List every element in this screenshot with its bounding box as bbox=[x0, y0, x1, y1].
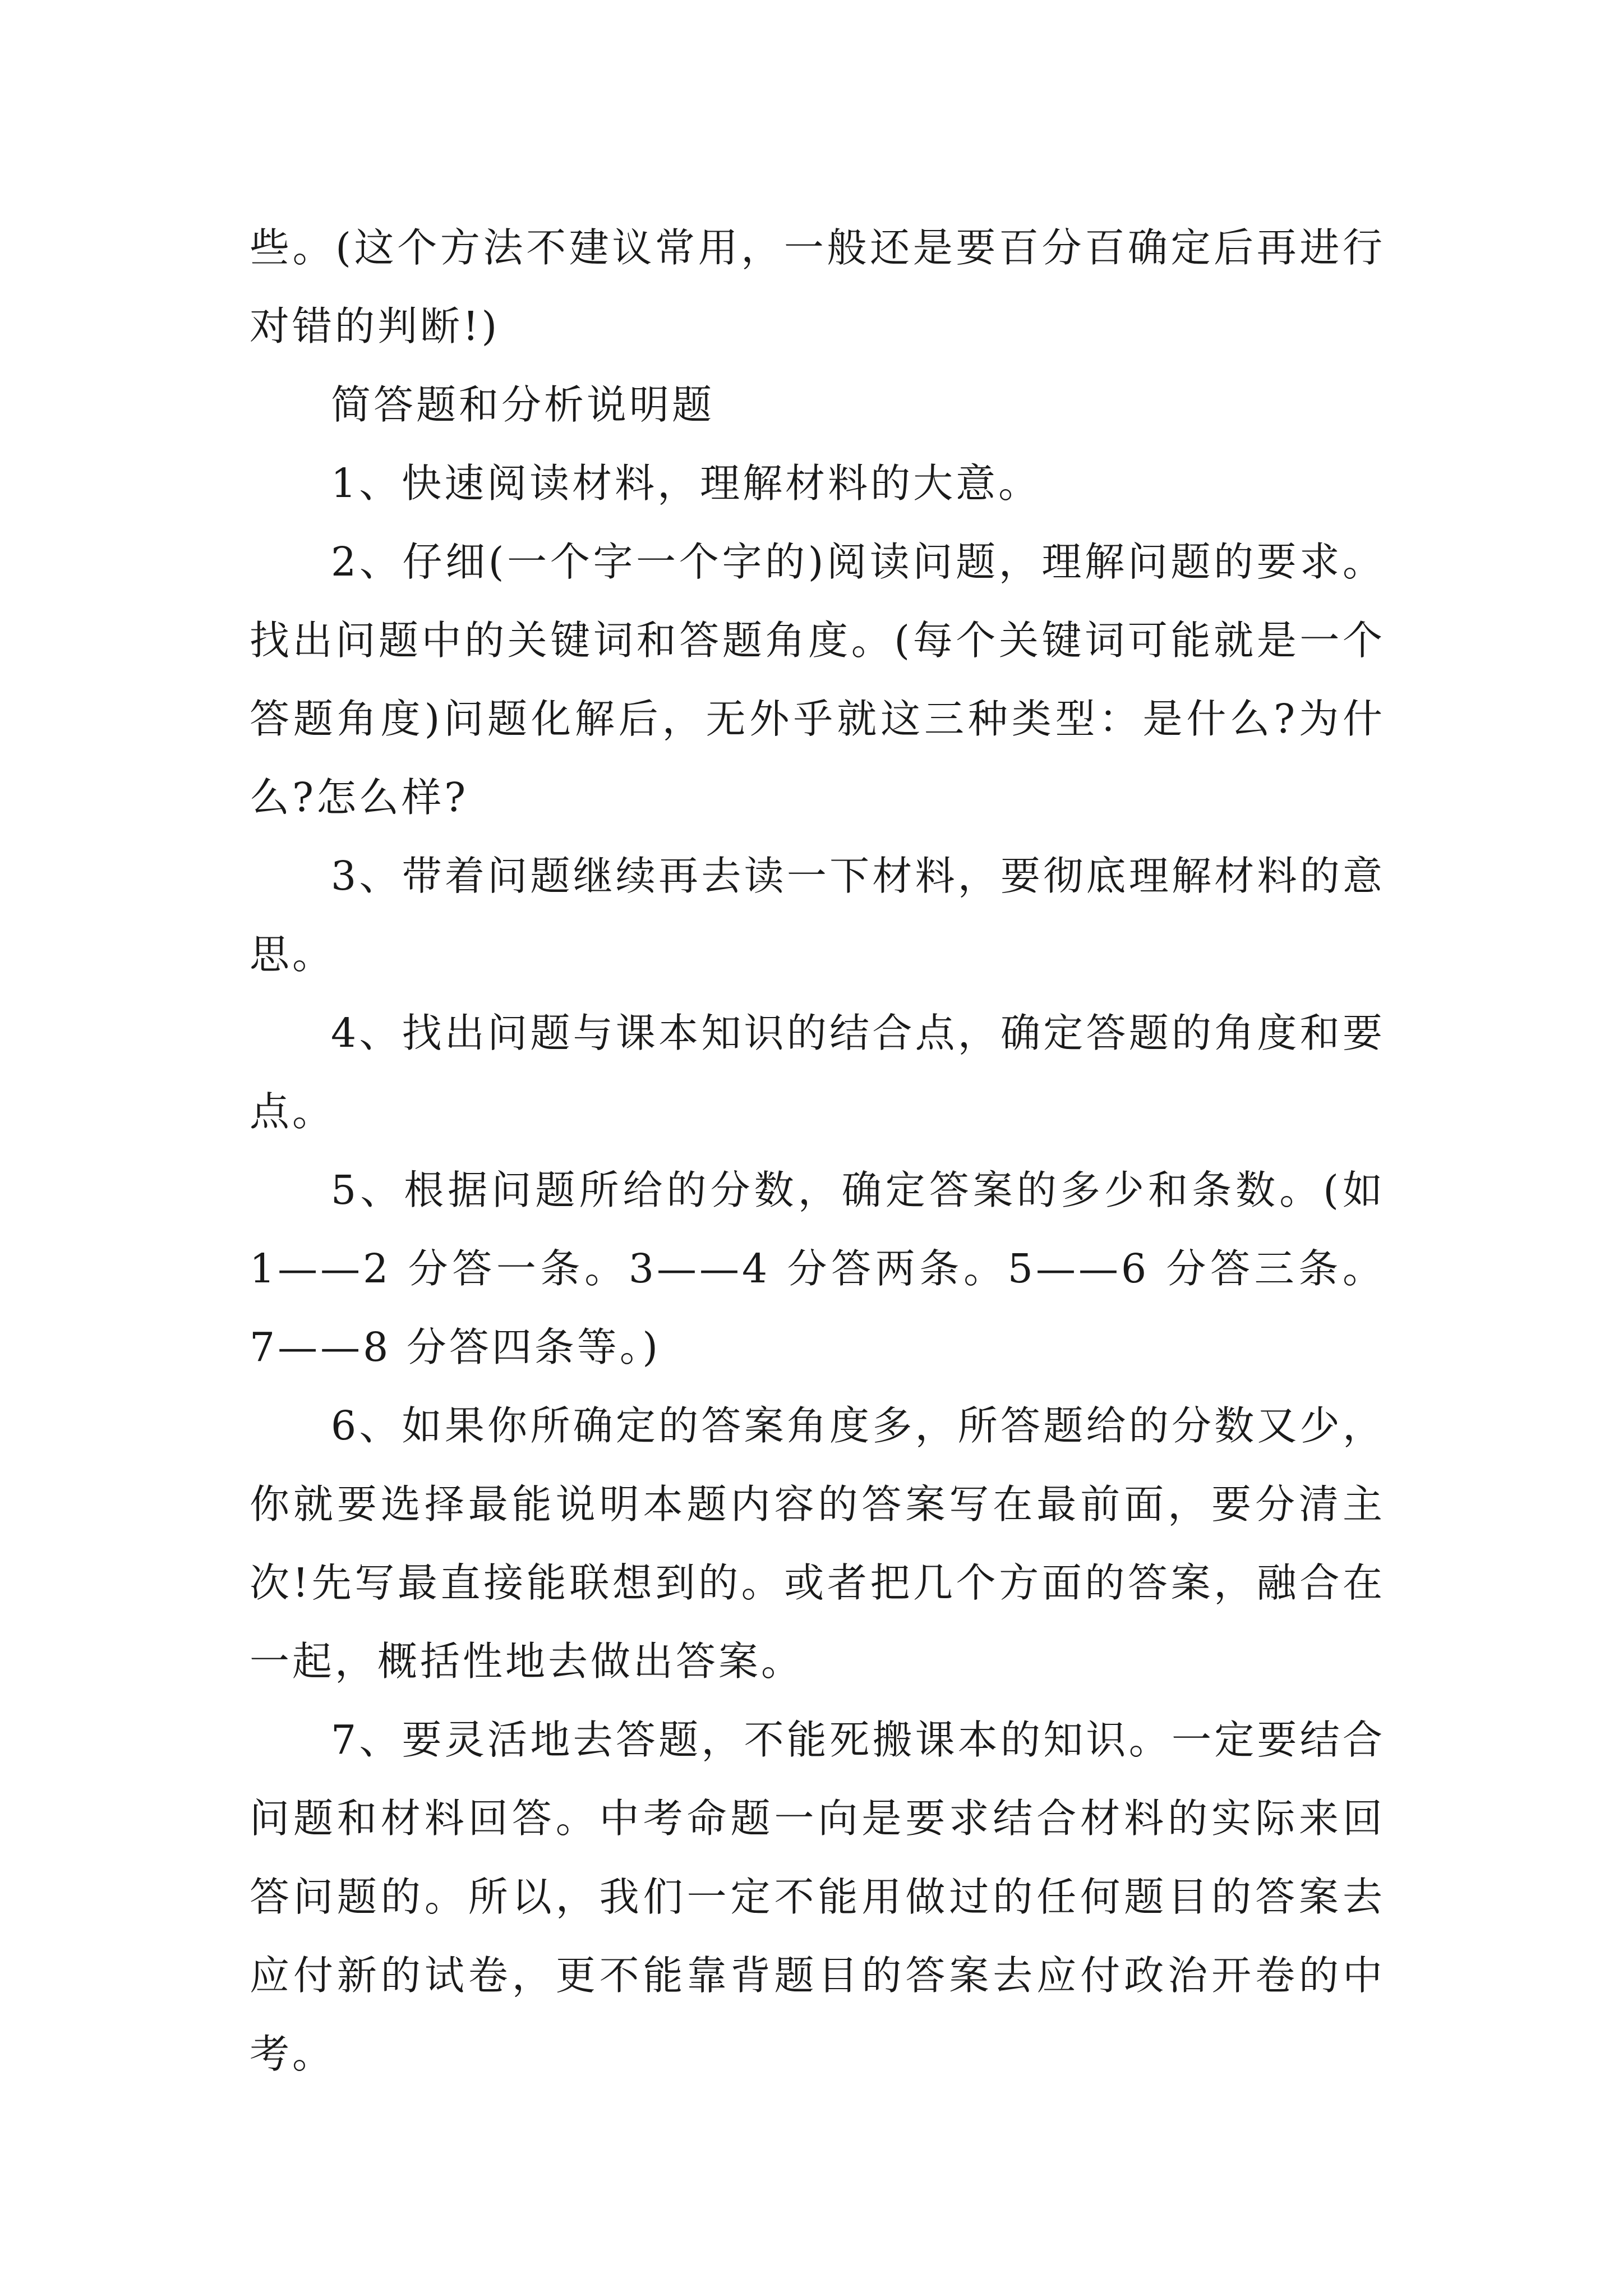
paragraph-step-6: 6、如果你所确定的答案角度多，所答题给的分数又少，你就要选择最能说明本题内容的答案写在最前面，要分清主次!先写最直接能联想到的。或者把几个方面的答案，融合在一起，概括性地去做出答案。 bbox=[250, 1402, 1385, 1685]
paragraph-step-5: 5、根据问题所给的分数，确定答案的多少和条数。(如1——2 分答一条。3——4 分答两条。5——6 分答三条。7——8 分答四条等。) bbox=[250, 1167, 1385, 1370]
paragraph-step-7: 7、要灵活地去答题，不能死搬课本的知识。一定要结合问题和材料回答。中考命题一向是要求结合材料的实际来回答问题的。所以，我们一定不能用做过的任何题目的答案去应付新的试卷，更不能靠背题目的答案去应付政治开卷的中考。 bbox=[250, 1717, 1385, 2077]
paragraph-continuation: 些。(这个方法不建议常用，一般还是要百分百确定后再进行对错的判断!) bbox=[250, 224, 1385, 349]
paragraph-step-2: 2、仔细(一个字一个字的)阅读问题，理解问题的要求。找出问题中的关键词和答题角度。(每个关键词可能就是一个答题角度)问题化解后，无外乎就这三种类型：是什么?为什么?怎么样? bbox=[250, 539, 1385, 821]
document-body bbox=[250, 209, 1385, 2093]
section-heading: 简答题和分析说明题 bbox=[331, 381, 715, 428]
paragraph-step-1: 1、快速阅读材料，理解材料的大意。 bbox=[331, 460, 1041, 507]
paragraph-step-4: 4、找出问题与课本知识的结合点，确定答题的角度和要点。 bbox=[250, 1010, 1385, 1135]
paragraph-step-3: 3、带着问题继续再去读一下材料，要彻底理解材料的意思。 bbox=[250, 853, 1385, 978]
